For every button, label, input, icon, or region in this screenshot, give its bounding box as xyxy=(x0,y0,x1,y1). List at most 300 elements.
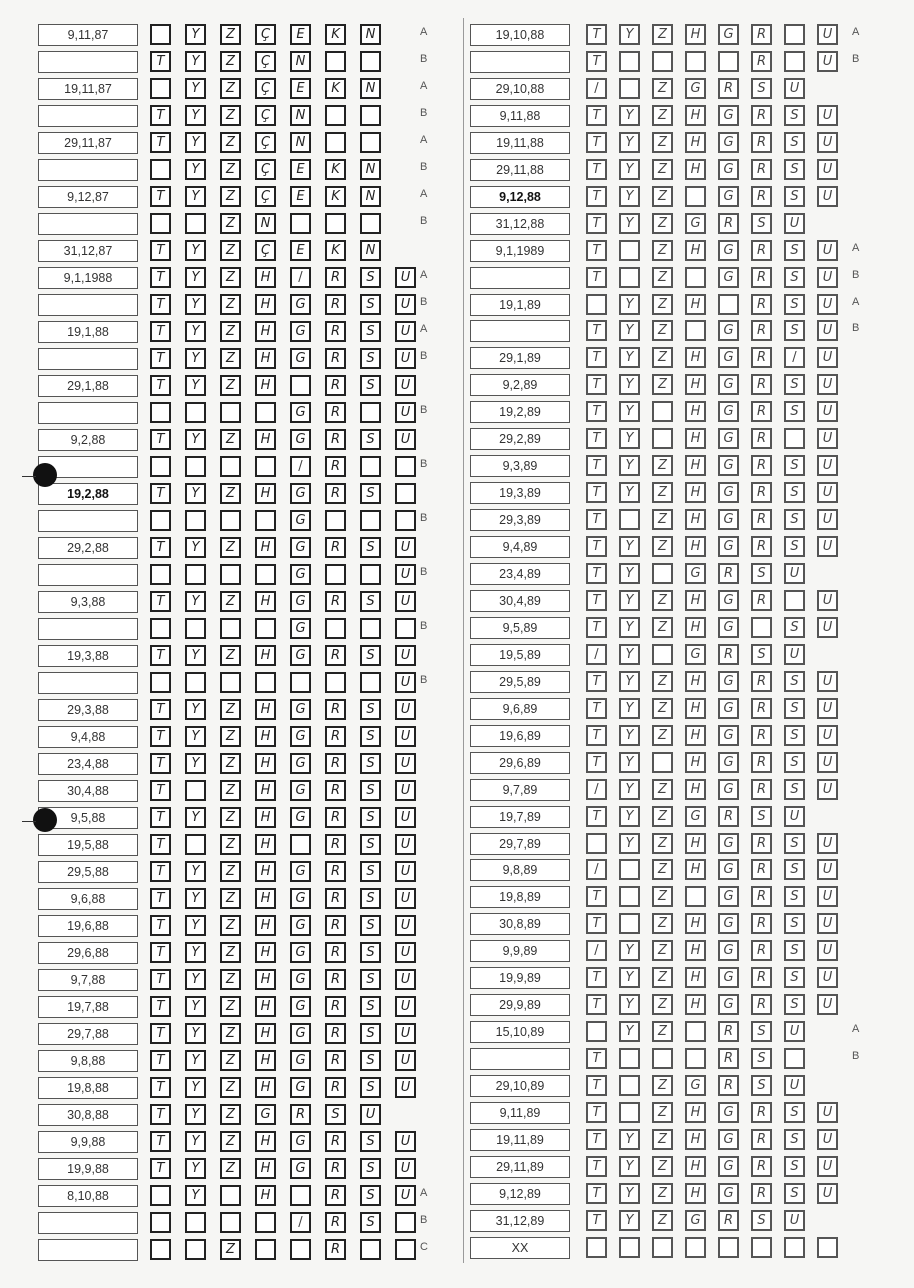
checkbox-cell: E xyxy=(290,240,311,261)
checkbox-cell xyxy=(784,1237,805,1258)
checkbox-cell: H xyxy=(255,996,276,1017)
checkbox-cell: G xyxy=(718,779,739,800)
row-suffix-label: B xyxy=(852,322,860,335)
checkbox-cell: R xyxy=(751,401,772,422)
checkbox-cell: Y xyxy=(619,24,640,45)
checkbox-cell: G xyxy=(718,240,739,261)
checkbox-cell: R xyxy=(751,51,772,72)
checkbox-cell: Y xyxy=(185,267,206,288)
checkbox-cell: / xyxy=(586,779,607,800)
checkbox-cell: U xyxy=(395,753,416,774)
checkbox-cell: H xyxy=(685,590,706,611)
checkbox-cell: T xyxy=(150,375,171,396)
checkbox-cell: G xyxy=(718,374,739,395)
checkbox-cell: / xyxy=(784,347,805,368)
checkbox-cell xyxy=(718,1237,739,1258)
checkbox-cell: Ç xyxy=(255,240,276,261)
checkbox-cell: U xyxy=(395,1050,416,1071)
checkbox-cell: T xyxy=(586,455,607,476)
checkbox-cell: H xyxy=(685,725,706,746)
checkbox-cell: S xyxy=(784,1156,805,1177)
checkbox-cell: Z xyxy=(652,725,673,746)
checkbox-cell: Z xyxy=(220,105,241,126)
checkbox-cell: R xyxy=(751,752,772,773)
checkbox-cell: H xyxy=(685,967,706,988)
checkbox-cell: S xyxy=(360,807,381,828)
date-field: 9,9,89 xyxy=(470,940,570,962)
date-field: 9,4,88 xyxy=(38,726,138,748)
checkbox-cell xyxy=(586,833,607,854)
checkbox-cell: H xyxy=(255,645,276,666)
checkbox-cell: Y xyxy=(619,752,640,773)
checkbox-cell: U xyxy=(784,1210,805,1231)
checkbox-cell: R xyxy=(751,967,772,988)
row-suffix-label: B xyxy=(420,215,428,227)
checkbox-cell: Z xyxy=(220,1077,241,1098)
checkbox-cell: U xyxy=(784,78,805,99)
checkbox-cell: / xyxy=(290,456,311,477)
checkbox-cell: S xyxy=(360,537,381,558)
checkbox-cell: H xyxy=(255,780,276,801)
date-field: 29,5,88 xyxy=(38,861,138,883)
checkbox-cell xyxy=(817,1237,838,1258)
form-row xyxy=(0,859,914,881)
checkbox-cell: S xyxy=(784,240,805,261)
date-field xyxy=(470,1048,570,1070)
checkbox-cell: S xyxy=(784,186,805,207)
checkbox-cell xyxy=(619,1075,640,1096)
checkbox-cell: H xyxy=(255,807,276,828)
checkbox-cell: Y xyxy=(619,725,640,746)
checkbox-cell: U xyxy=(395,807,416,828)
checkbox-cell: T xyxy=(150,429,171,450)
checkbox-cell: U xyxy=(395,294,416,315)
checkbox-cell: Y xyxy=(185,51,206,72)
checkbox-cell: G xyxy=(718,509,739,530)
checkbox-cell: T xyxy=(586,159,607,180)
checkbox-cell: Y xyxy=(185,942,206,963)
checkbox-cell: / xyxy=(290,267,311,288)
checkbox-cell: G xyxy=(718,159,739,180)
checkbox-cell: G xyxy=(718,940,739,961)
form-row xyxy=(0,24,914,46)
checkbox-cell: U xyxy=(817,374,838,395)
form-row xyxy=(0,186,914,208)
date-field: 9,7,88 xyxy=(38,969,138,991)
checkbox-cell: G xyxy=(290,537,311,558)
date-field: 23,4,89 xyxy=(470,563,570,585)
checkbox-cell: T xyxy=(150,483,171,504)
checkbox-cell: T xyxy=(586,1156,607,1177)
checkbox-cell: S xyxy=(784,267,805,288)
checkbox-cell: G xyxy=(290,483,311,504)
checkbox-cell: G xyxy=(290,699,311,720)
punch-hole-mark xyxy=(22,476,36,477)
checkbox-cell: Y xyxy=(185,105,206,126)
checkbox-cell: H xyxy=(685,698,706,719)
form-row xyxy=(0,833,914,855)
checkbox-cell: Y xyxy=(185,1050,206,1071)
checkbox-cell: R xyxy=(325,996,346,1017)
checkbox-cell: R xyxy=(751,294,772,315)
punch-hole-icon xyxy=(33,463,57,487)
form-row xyxy=(0,698,914,720)
date-field: 19,10,88 xyxy=(470,24,570,46)
date-field: 19,5,89 xyxy=(470,644,570,666)
date-field: 30,4,88 xyxy=(38,780,138,802)
checkbox-cell: Z xyxy=(652,482,673,503)
checkbox-cell: S xyxy=(751,1021,772,1042)
date-field: 29,10,89 xyxy=(470,1075,570,1097)
checkbox-cell: S xyxy=(784,105,805,126)
form-row xyxy=(0,374,914,396)
checkbox-cell: R xyxy=(751,240,772,261)
checkbox-cell: Y xyxy=(185,159,206,180)
checkbox-cell: G xyxy=(718,617,739,638)
checkbox-cell: Z xyxy=(652,994,673,1015)
checkbox-cell: T xyxy=(586,347,607,368)
checkbox-cell: R xyxy=(325,402,346,423)
checkbox-cell xyxy=(784,51,805,72)
date-field xyxy=(470,320,570,342)
checkbox-cell: S xyxy=(784,1102,805,1123)
date-field: 29,1,88 xyxy=(38,375,138,397)
checkbox-cell xyxy=(586,294,607,315)
checkbox-cell: Z xyxy=(652,159,673,180)
checkbox-cell: R xyxy=(751,455,772,476)
form-row xyxy=(0,671,914,693)
checkbox-cell: R xyxy=(751,940,772,961)
checkbox-cell: H xyxy=(685,294,706,315)
checkbox-cell xyxy=(619,1048,640,1069)
checkbox-cell: U xyxy=(817,940,838,961)
checkbox-cell: T xyxy=(586,1075,607,1096)
checkbox-cell: R xyxy=(718,1048,739,1069)
checkbox-cell: Y xyxy=(619,1129,640,1150)
checkbox-cell: G xyxy=(718,752,739,773)
form-row xyxy=(0,482,914,504)
checkbox-cell: H xyxy=(255,537,276,558)
checkbox-cell: U xyxy=(817,536,838,557)
date-field: 23,4,88 xyxy=(38,753,138,775)
checkbox-cell: Y xyxy=(185,1077,206,1098)
checkbox-cell: G xyxy=(685,1210,706,1231)
checkbox-cell: U xyxy=(395,672,416,693)
checkbox-cell: R xyxy=(325,267,346,288)
date-field: 9,11,88 xyxy=(470,105,570,127)
checkbox-cell: Y xyxy=(619,105,640,126)
checkbox-cell: S xyxy=(784,455,805,476)
date-field: 29,11,89 xyxy=(470,1156,570,1178)
checkbox-cell: T xyxy=(586,563,607,584)
checkbox-cell: Z xyxy=(220,834,241,855)
checkbox-cell: R xyxy=(751,859,772,880)
checkbox-cell: T xyxy=(586,1129,607,1150)
form-row xyxy=(0,1237,914,1259)
checkbox-cell: S xyxy=(784,509,805,530)
row-suffix-label: B xyxy=(420,296,428,308)
checkbox-cell: N xyxy=(255,213,276,234)
checkbox-cell: S xyxy=(751,563,772,584)
row-suffix-label: A xyxy=(420,80,428,92)
checkbox-cell: S xyxy=(360,861,381,882)
checkbox-cell: T xyxy=(150,996,171,1017)
checkbox-cell: U xyxy=(817,859,838,880)
checkbox-cell xyxy=(619,1237,640,1258)
checkbox-cell: Y xyxy=(619,401,640,422)
checkbox-cell: T xyxy=(150,1023,171,1044)
date-field: 30,8,88 xyxy=(38,1104,138,1126)
checkbox-cell: Y xyxy=(185,429,206,450)
form-row xyxy=(0,886,914,908)
checkbox-cell: T xyxy=(586,536,607,557)
checkbox-cell: R xyxy=(751,267,772,288)
checkbox-cell: H xyxy=(255,699,276,720)
date-field: 19,7,88 xyxy=(38,996,138,1018)
checkbox-cell: N xyxy=(290,105,311,126)
checkbox-cell: Z xyxy=(220,1239,241,1260)
checkbox-cell: R xyxy=(325,537,346,558)
checkbox-cell: U xyxy=(817,294,838,315)
checkbox-cell: Y xyxy=(619,186,640,207)
checkbox-cell: T xyxy=(586,1048,607,1069)
checkbox-cell xyxy=(685,1237,706,1258)
date-field: 9,8,88 xyxy=(38,1050,138,1072)
checkbox-cell: Z xyxy=(220,186,241,207)
row-suffix-label: B xyxy=(420,674,428,686)
checkbox-cell: E xyxy=(290,186,311,207)
checkbox-cell: H xyxy=(685,159,706,180)
checkbox-cell: Z xyxy=(220,1104,241,1125)
checkbox-cell: G xyxy=(290,564,311,585)
checkbox-cell: U xyxy=(817,833,838,854)
date-field: 19,8,88 xyxy=(38,1077,138,1099)
checkbox-cell xyxy=(751,617,772,638)
form-row xyxy=(0,536,914,558)
checkbox-cell: H xyxy=(685,752,706,773)
checkbox-cell: S xyxy=(360,483,381,504)
checkbox-cell: Y xyxy=(619,536,640,557)
checkbox-cell: N xyxy=(290,51,311,72)
checkbox-cell: Ç xyxy=(255,78,276,99)
checkbox-cell: R xyxy=(325,753,346,774)
checkbox-cell: G xyxy=(290,942,311,963)
date-field: 19,2,89 xyxy=(470,401,570,423)
checkbox-cell: G xyxy=(290,969,311,990)
checkbox-cell xyxy=(784,428,805,449)
checkbox-cell: / xyxy=(586,859,607,880)
checkbox-cell: U xyxy=(817,51,838,72)
date-field: 29,2,88 xyxy=(38,537,138,559)
checkbox-cell: S xyxy=(360,294,381,315)
checkbox-cell: T xyxy=(150,834,171,855)
checkbox-cell: U xyxy=(395,537,416,558)
checkbox-cell: H xyxy=(685,509,706,530)
checkbox-cell: Y xyxy=(619,967,640,988)
checkbox-cell: R xyxy=(751,1129,772,1150)
checkbox-cell: S xyxy=(751,1210,772,1231)
checkbox-cell: U xyxy=(784,644,805,665)
checkbox-cell: R xyxy=(751,186,772,207)
checkbox-cell: H xyxy=(255,834,276,855)
checkbox-cell: Y xyxy=(185,240,206,261)
checkbox-cell: Y xyxy=(185,348,206,369)
checkbox-cell: U xyxy=(817,725,838,746)
checkbox-cell: Y xyxy=(619,833,640,854)
checkbox-cell: R xyxy=(751,725,772,746)
form-row xyxy=(0,240,914,262)
checkbox-cell: S xyxy=(360,1185,381,1206)
checkbox-cell: Y xyxy=(619,617,640,638)
checkbox-cell: R xyxy=(325,726,346,747)
checkbox-cell: Z xyxy=(220,1131,241,1152)
checkbox-cell: R xyxy=(718,213,739,234)
checkbox-cell: G xyxy=(685,806,706,827)
date-field: 19,5,88 xyxy=(38,834,138,856)
checkbox-cell: Z xyxy=(652,347,673,368)
checkbox-cell: H xyxy=(685,401,706,422)
checkbox-cell xyxy=(685,886,706,907)
form-row xyxy=(0,132,914,154)
checkbox-cell xyxy=(652,51,673,72)
checkbox-cell: Z xyxy=(220,861,241,882)
checkbox-cell: U xyxy=(395,834,416,855)
date-field: 31,12,89 xyxy=(470,1210,570,1232)
checkbox-cell: S xyxy=(360,888,381,909)
checkbox-cell: G xyxy=(290,915,311,936)
row-suffix-label: A xyxy=(420,1187,428,1199)
row-suffix-label: A xyxy=(420,134,428,146)
checkbox-cell: Z xyxy=(652,886,673,907)
form-row xyxy=(0,1183,914,1205)
checkbox-cell: Y xyxy=(185,24,206,45)
checkbox-cell xyxy=(784,1048,805,1069)
row-suffix-label: A xyxy=(852,26,860,38)
checkbox-cell: Y xyxy=(619,1210,640,1231)
checkbox-cell: T xyxy=(150,753,171,774)
checkbox-cell: S xyxy=(360,375,381,396)
checkbox-cell: H xyxy=(685,1183,706,1204)
checkbox-cell: Y xyxy=(185,1185,206,1206)
checkbox-cell: G xyxy=(290,726,311,747)
checkbox-cell: T xyxy=(586,132,607,153)
checkbox-cell: T xyxy=(150,267,171,288)
checkbox-cell: S xyxy=(360,429,381,450)
checkbox-cell: S xyxy=(784,482,805,503)
checkbox-cell: R xyxy=(751,886,772,907)
checkbox-cell: S xyxy=(360,753,381,774)
checkbox-cell: G xyxy=(685,78,706,99)
checkbox-cell: T xyxy=(586,967,607,988)
checkbox-cell: R xyxy=(751,1102,772,1123)
form-row xyxy=(0,1021,914,1043)
checkbox-cell: U xyxy=(395,402,416,423)
checkbox-cell: K xyxy=(325,24,346,45)
checkbox-cell: / xyxy=(290,1212,311,1233)
checkbox-cell: R xyxy=(751,994,772,1015)
checkbox-cell: Y xyxy=(185,699,206,720)
checkbox-cell: S xyxy=(360,699,381,720)
date-field: 9,1,1989 xyxy=(470,240,570,262)
checkbox-cell: Y xyxy=(619,806,640,827)
checkbox-cell xyxy=(718,294,739,315)
checkbox-cell: Y xyxy=(619,1183,640,1204)
checkbox-cell: S xyxy=(784,1129,805,1150)
date-field: 9,3,88 xyxy=(38,591,138,613)
date-field xyxy=(470,51,570,73)
row-suffix-label: A xyxy=(852,1023,860,1036)
checkbox-cell: E xyxy=(290,78,311,99)
checkbox-cell: Y xyxy=(619,159,640,180)
checkbox-cell: Y xyxy=(619,563,640,584)
checkbox-cell: H xyxy=(685,671,706,692)
row-suffix-label: A xyxy=(852,295,860,308)
checkbox-cell: T xyxy=(586,671,607,692)
checkbox-cell xyxy=(685,267,706,288)
row-suffix-label: B xyxy=(420,512,428,524)
checkbox-cell: T xyxy=(586,509,607,530)
checkbox-cell: S xyxy=(784,401,805,422)
checkbox-cell: T xyxy=(586,806,607,827)
checkbox-cell: R xyxy=(751,590,772,611)
checkbox-cell xyxy=(685,1021,706,1042)
checkbox-cell: R xyxy=(751,1183,772,1204)
checkbox-cell: G xyxy=(718,1102,739,1123)
checkbox-cell: T xyxy=(586,994,607,1015)
checkbox-cell: U xyxy=(395,726,416,747)
checkbox-cell: Z xyxy=(652,294,673,315)
checkbox-cell: G xyxy=(718,24,739,45)
checkbox-cell: G xyxy=(718,320,739,341)
checkbox-cell: Z xyxy=(652,536,673,557)
checkbox-cell: R xyxy=(718,806,739,827)
checkbox-cell: Y xyxy=(619,1156,640,1177)
checkbox-cell: Y xyxy=(619,455,640,476)
checkbox-cell: H xyxy=(685,859,706,880)
checkbox-cell: G xyxy=(290,807,311,828)
checkbox-cell xyxy=(652,644,673,665)
checkbox-cell: Z xyxy=(220,699,241,720)
form-row xyxy=(0,320,914,342)
form-row xyxy=(0,51,914,73)
date-field: 19,6,88 xyxy=(38,915,138,937)
checkbox-cell: S xyxy=(784,913,805,934)
checkbox-cell: T xyxy=(150,699,171,720)
punch-hole-mark xyxy=(22,821,36,822)
checkbox-cell xyxy=(652,752,673,773)
form-row xyxy=(0,401,914,423)
row-suffix-label: B xyxy=(852,52,860,65)
checkbox-cell: G xyxy=(685,213,706,234)
checkbox-cell: U xyxy=(360,1104,381,1125)
checkbox-cell: R xyxy=(325,456,346,477)
checkbox-cell: R xyxy=(325,1158,346,1179)
checkbox-cell: T xyxy=(586,886,607,907)
checkbox-cell: G xyxy=(290,510,311,531)
checkbox-cell: Z xyxy=(220,213,241,234)
row-suffix-label: A xyxy=(420,269,428,281)
checkbox-cell: H xyxy=(255,888,276,909)
checkbox-cell: R xyxy=(325,861,346,882)
checkbox-cell: T xyxy=(150,186,171,207)
checkbox-cell: S xyxy=(784,940,805,961)
date-field: 29,10,88 xyxy=(470,78,570,100)
form-row xyxy=(0,994,914,1016)
checkbox-cell: U xyxy=(395,1158,416,1179)
checkbox-cell: Y xyxy=(619,644,640,665)
date-field: 9,1,1988 xyxy=(38,267,138,289)
checkbox-cell: T xyxy=(150,1050,171,1071)
